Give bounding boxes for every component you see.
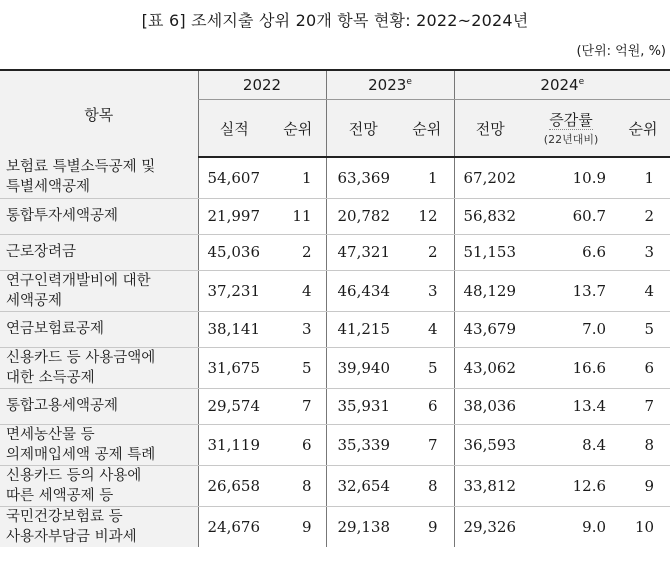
unit-label: (단위: 억원, %) bbox=[576, 44, 666, 59]
rank-2023: 12 bbox=[400, 198, 454, 234]
rank-2024: 9 bbox=[616, 465, 670, 506]
item-name bbox=[0, 347, 198, 388]
forecast-2023: 63,369 bbox=[326, 157, 400, 198]
change-rate-label: 증감률 bbox=[549, 111, 593, 129]
change-rate: 8.4 bbox=[526, 424, 616, 465]
rank-2024: 1 bbox=[616, 157, 670, 198]
actual-2022: 54,607 bbox=[198, 157, 270, 198]
change-rate: 7.0 bbox=[526, 311, 616, 347]
header-year-2022: 2022 bbox=[198, 70, 326, 100]
table-row bbox=[0, 347, 670, 388]
header-item: 항목 bbox=[0, 70, 198, 157]
change-rate: 9.0 bbox=[582, 517, 607, 536]
forecast-2024: 43,679 bbox=[454, 311, 526, 347]
rank-2023: 6 bbox=[400, 388, 454, 424]
table-row bbox=[0, 311, 670, 347]
year-2023-text: 2023 bbox=[368, 76, 407, 94]
change-rate: 13.7 bbox=[526, 270, 616, 311]
forecast-2024: 29,326 bbox=[454, 506, 526, 547]
forecast-2023: 29,138 bbox=[326, 506, 400, 547]
rank-2024: 3 bbox=[616, 234, 670, 270]
forecast-2024: 33,812 bbox=[454, 465, 526, 506]
forecast-2023: 32,654 bbox=[326, 465, 400, 506]
item-name-line2: 사용자부담금 비과세 bbox=[6, 528, 137, 545]
item-name-line1: 면세농산물 등 bbox=[6, 426, 95, 443]
table-row bbox=[0, 234, 670, 270]
rank-2022: 3 bbox=[270, 311, 326, 347]
rank-2022: 4 bbox=[270, 270, 326, 311]
forecast-2023: 41,215 bbox=[326, 311, 400, 347]
actual-2022: 45,036 bbox=[198, 234, 270, 270]
table-row bbox=[0, 388, 670, 424]
rank-2022: 5 bbox=[270, 347, 326, 388]
rank-2024: 2 bbox=[616, 198, 670, 234]
table-title: [표 6] 조세지출 상위 20개 항목 현황: 2022~2024년 bbox=[141, 11, 529, 30]
change-rate: 13.4 bbox=[526, 388, 616, 424]
item-name-line1: 보험료 특별소득공제 및 bbox=[6, 159, 156, 176]
item-name-line2: 세액공제 bbox=[6, 292, 63, 309]
rank-2024: 10 bbox=[634, 517, 655, 536]
rank-2023: 5 bbox=[400, 347, 454, 388]
actual-2022: 24,676 bbox=[198, 506, 270, 547]
year-2023-sup: e bbox=[406, 77, 412, 87]
rank-2023: 9 bbox=[427, 517, 438, 536]
rank-2022: 1 bbox=[270, 157, 326, 198]
year-2024-sup: e bbox=[578, 77, 585, 87]
forecast-2024: 48,129 bbox=[454, 270, 526, 311]
item-name-line2: 의제매입세액 공제 특례 bbox=[6, 446, 156, 463]
forecast-2024: 67,202 bbox=[454, 157, 526, 198]
actual-2022: 21,997 bbox=[198, 198, 270, 234]
table-row bbox=[0, 157, 670, 198]
actual-2022: 38,141 bbox=[198, 311, 270, 347]
rank-2023: 7 bbox=[400, 424, 454, 465]
item-name-line1: 통합투자세액공제 bbox=[6, 208, 119, 224]
change-rate: 12.6 bbox=[526, 465, 616, 506]
item-name bbox=[0, 506, 198, 547]
actual-2022: 31,675 bbox=[198, 347, 270, 388]
header-rank-2023: 순위 bbox=[400, 100, 454, 158]
rank-2023: 3 bbox=[400, 270, 454, 311]
forecast-2023: 39,940 bbox=[326, 347, 400, 388]
forecast-2023: 47,321 bbox=[326, 234, 400, 270]
table-row bbox=[0, 465, 670, 506]
rank-2024: 6 bbox=[616, 347, 670, 388]
item-name-line1: 신용카드 등의 사용에 bbox=[6, 467, 142, 484]
rank-2024: 5 bbox=[616, 311, 670, 347]
table-row bbox=[0, 270, 670, 311]
rank-2024: 4 bbox=[616, 270, 670, 311]
item-name-line1: 연금보험료공제 bbox=[6, 321, 105, 337]
rank-2022: 9 bbox=[301, 517, 312, 536]
item-name bbox=[0, 157, 198, 198]
actual-2022: 37,231 bbox=[198, 270, 270, 311]
change-rate: 16.6 bbox=[526, 347, 616, 388]
forecast-2023: 46,434 bbox=[326, 270, 400, 311]
forecast-2024: 36,593 bbox=[454, 424, 526, 465]
table-row bbox=[0, 198, 670, 234]
change-rate: 10.9 bbox=[526, 157, 616, 198]
header-rank-2024: 순위 bbox=[616, 100, 670, 158]
item-name-line1: 국민건강보험료 등 bbox=[6, 508, 123, 525]
item-name-line2: 따른 세액공제 등 bbox=[6, 487, 114, 504]
change-rate: 6.6 bbox=[526, 234, 616, 270]
item-name bbox=[0, 234, 198, 270]
item-name-line1: 통합고용세액공제 bbox=[6, 398, 119, 414]
year-2024-text: 2024 bbox=[540, 76, 579, 94]
actual-2022: 26,658 bbox=[198, 465, 270, 506]
rank-2023: 4 bbox=[400, 311, 454, 347]
forecast-2023: 20,782 bbox=[326, 198, 400, 234]
rank-2023: 8 bbox=[400, 465, 454, 506]
header-actual-2022: 실적 bbox=[198, 100, 270, 158]
item-name-line2: 특별세액공제 bbox=[6, 179, 91, 196]
item-name bbox=[0, 270, 198, 311]
table-row bbox=[0, 506, 670, 547]
rank-2023: 1 bbox=[400, 157, 454, 198]
forecast-2024: 38,036 bbox=[454, 388, 526, 424]
forecast-2024: 56,832 bbox=[454, 198, 526, 234]
item-name bbox=[0, 198, 198, 234]
change-rate-sub: (22년대비) bbox=[543, 133, 599, 146]
item-name-line1: 근로장려금 bbox=[6, 244, 77, 260]
rank-2023: 2 bbox=[400, 234, 454, 270]
forecast-2023: 35,339 bbox=[326, 424, 400, 465]
forecast-2023: 35,931 bbox=[326, 388, 400, 424]
header-year-2023 bbox=[326, 70, 454, 100]
rank-2022: 11 bbox=[270, 198, 326, 234]
forecast-2024: 43,062 bbox=[454, 347, 526, 388]
forecast-2024: 51,153 bbox=[454, 234, 526, 270]
item-name bbox=[0, 388, 198, 424]
rank-2024: 8 bbox=[616, 424, 670, 465]
actual-2022: 29,574 bbox=[198, 388, 270, 424]
rank-2022: 8 bbox=[270, 465, 326, 506]
rank-2022: 2 bbox=[270, 234, 326, 270]
rank-2022: 6 bbox=[270, 424, 326, 465]
table-row bbox=[0, 424, 670, 465]
item-name bbox=[0, 311, 198, 347]
rank-2024: 7 bbox=[616, 388, 670, 424]
header-rank-2022: 순위 bbox=[270, 100, 326, 158]
item-name bbox=[0, 465, 198, 506]
header-year-2024 bbox=[454, 70, 670, 100]
item-name-line2: 대한 소득공제 bbox=[6, 369, 95, 386]
item-name-line1: 연구인력개발비에 대한 bbox=[6, 272, 151, 289]
tax-expenditure-table bbox=[0, 69, 670, 547]
header-change-rate bbox=[526, 100, 616, 158]
change-rate: 60.7 bbox=[526, 198, 616, 234]
actual-2022: 31,119 bbox=[198, 424, 270, 465]
rank-2022: 7 bbox=[270, 388, 326, 424]
header-forecast-2023: 전망 bbox=[326, 100, 400, 158]
header-forecast-2024: 전망 bbox=[454, 100, 526, 158]
item-name bbox=[0, 424, 198, 465]
item-name-line1: 신용카드 등 사용금액에 bbox=[6, 349, 156, 366]
